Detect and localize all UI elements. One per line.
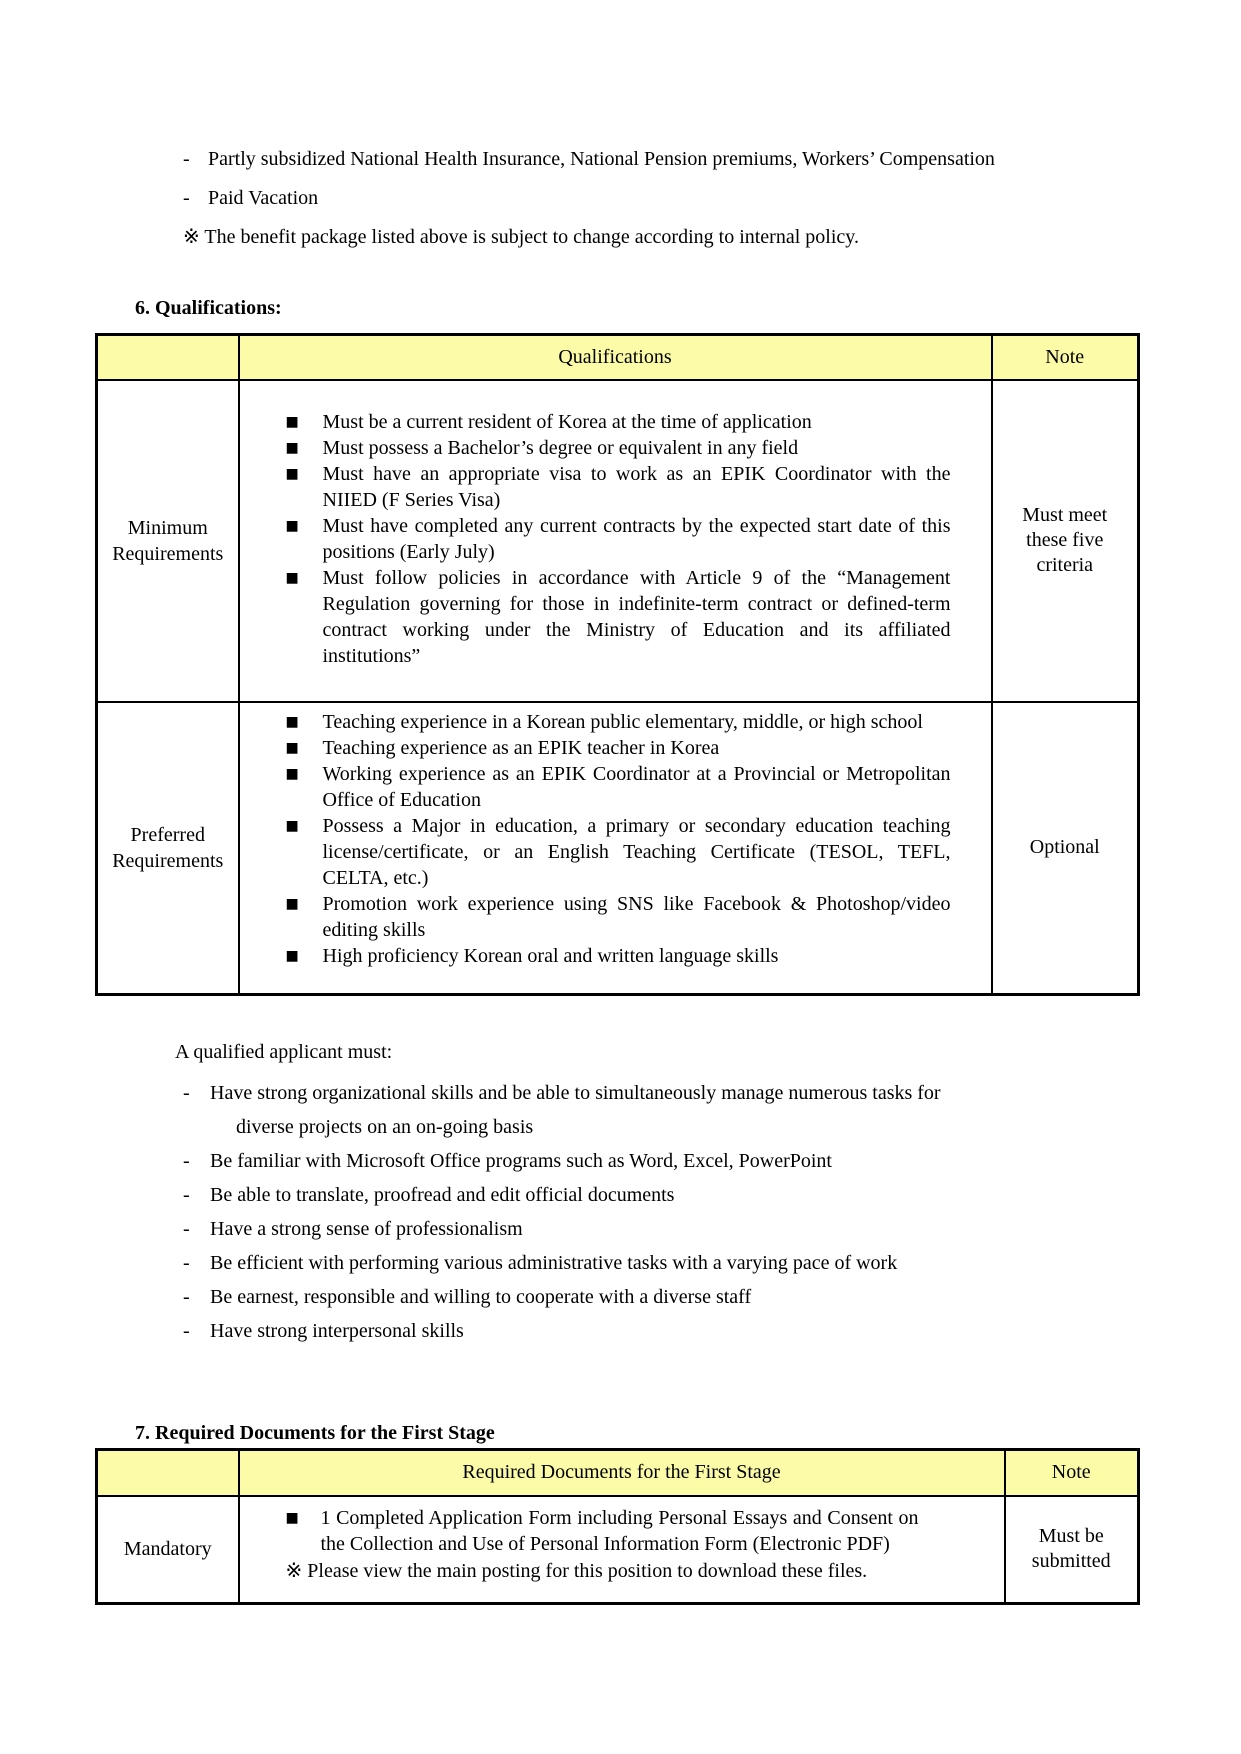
square-bullet-icon: ■ [285, 947, 299, 964]
row-content [239, 1496, 1005, 1604]
table-header-row [97, 335, 1139, 380]
list-item [183, 1212, 1005, 1246]
list-item [286, 461, 951, 513]
list-item [183, 1076, 1005, 1144]
row-label: Preferred Requirements [97, 702, 239, 995]
square-bullet-icon: ■ [285, 817, 299, 834]
list-item [183, 1314, 1005, 1348]
dash-bullet-icon: - [183, 148, 190, 170]
document-text: 1 Completed Application Form including Personal Essays and Consent on the Collection and Use of Personal Information Form (Electronic PDF) [320, 1506, 919, 1555]
row-label: Mandatory [97, 1496, 239, 1604]
skill-text: Have a strong sense of professionalism [210, 1218, 523, 1240]
list-item [286, 891, 951, 943]
square-bullet-icon: ■ [285, 465, 299, 482]
list-item [183, 1246, 1005, 1280]
square-bullet-icon: ■ [285, 439, 299, 456]
qualified-applicant-list [183, 1076, 1005, 1348]
dash-bullet-icon: - [183, 1082, 190, 1104]
table-row [97, 1496, 1139, 1604]
document-footnote: ※ Please view the main posting for this position to download these files. [285, 1559, 868, 1582]
skill-text: Have strong organizational skills and be able to simultaneously manage numerous tasks for diverse projects on an on-going basis [210, 1082, 941, 1138]
square-bullet-icon: ■ [285, 895, 299, 912]
skill-text: Be earnest, responsible and willing to cooperate with a diverse staff [210, 1286, 752, 1308]
table-row [97, 380, 1139, 702]
list-item [183, 187, 1063, 209]
requirement-text: Working experience as an EPIK Coordinator at a Provincial or Metropolitan Office of Education [322, 762, 951, 811]
dash-bullet-icon: - [183, 1286, 190, 1308]
square-bullet-icon: ■ [285, 517, 299, 534]
row-content [239, 702, 992, 995]
requirement-text: High proficiency Korean oral and written language skills [322, 944, 779, 967]
header-empty-cell [97, 335, 239, 380]
header-note-cell: Note [992, 335, 1139, 380]
list-item [286, 435, 951, 461]
list-item [183, 1178, 1005, 1212]
list-item [286, 735, 951, 761]
qualifications-table [95, 333, 1140, 996]
row-note: Must be submitted [1005, 1496, 1139, 1604]
requirement-text: Teaching experience in a Korean public elementary, middle, or high school [322, 710, 923, 733]
list-item [286, 709, 951, 735]
benefit-text: Paid Vacation [208, 187, 319, 209]
qualified-applicant-block [175, 1040, 1005, 1348]
list-item [286, 513, 951, 565]
header-qualifications-cell: Qualifications [239, 335, 992, 380]
requirement-text: Must have completed any current contracts by the expected start date of this positions (Early July) [322, 514, 951, 563]
dash-bullet-icon: - [183, 1320, 190, 1342]
list-item [286, 1505, 919, 1557]
header-note-cell: Note [1005, 1450, 1139, 1496]
list-item [183, 148, 1063, 170]
row-note: Must meet these five criteria [992, 380, 1139, 702]
square-bullet-icon: ■ [285, 1509, 299, 1526]
skill-text: Be familiar with Microsoft Office programs such as Word, Excel, PowerPoint [210, 1150, 832, 1172]
list-item [286, 761, 951, 813]
list-item [286, 409, 951, 435]
dash-bullet-icon: - [183, 1184, 190, 1206]
requirement-text: Possess a Major in education, a primary or secondary education teaching license/certificate, or an English Teaching Certificate (TESOL, TEFL, CELTA, etc.) [322, 814, 951, 889]
header-empty-cell [97, 1450, 239, 1496]
benefit-text: Partly subsidized National Health Insurance, National Pension premiums, Workers’ Compensation [208, 148, 995, 170]
requirement-text: Must follow policies in accordance with Article 9 of the “Management Regulation governing for those in indefinite-term contract or defined-term contract working under the Ministry of Education and its affiliated institutions” [322, 566, 951, 667]
requirement-text: Teaching experience as an EPIK teacher in Korea [322, 736, 720, 759]
square-bullet-icon: ■ [285, 569, 299, 586]
dash-bullet-icon: - [183, 1218, 190, 1240]
list-item [183, 1144, 1005, 1178]
section-6-heading: 6. Qualifications: [135, 297, 282, 319]
square-bullet-icon: ■ [285, 713, 299, 730]
dash-bullet-icon: - [183, 1252, 190, 1274]
skill-text: Be able to translate, proofread and edit official documents [210, 1184, 675, 1206]
list-item [183, 1280, 1005, 1314]
requirement-text: Must possess a Bachelor’s degree or equivalent in any field [322, 436, 799, 459]
dash-bullet-icon: - [183, 187, 190, 209]
dash-bullet-icon: - [183, 1150, 190, 1172]
benefits-note: ※ The benefit package listed above is subject to change according to internal policy. [183, 226, 859, 248]
benefits-list [183, 148, 1063, 248]
requirement-text: Promotion work experience using SNS like Facebook & Photoshop/video editing skills [322, 892, 951, 941]
skill-text: Be efficient with performing various administrative tasks with a varying pace of work [210, 1252, 898, 1274]
row-label: Minimum Requirements [97, 380, 239, 702]
list-item [286, 943, 951, 969]
header-documents-cell: Required Documents for the First Stage [239, 1450, 1005, 1496]
requirement-text: Must have an appropriate visa to work as an EPIK Coordinator with the NIIED (F Series Visa) [322, 462, 951, 511]
section-7-heading: 7. Required Documents for the First Stage [135, 1422, 495, 1444]
list-item [286, 813, 951, 891]
list-item [286, 565, 951, 669]
square-bullet-icon: ■ [285, 739, 299, 756]
table-header-row [97, 1450, 1139, 1496]
square-bullet-icon: ■ [285, 765, 299, 782]
requirement-text: Must be a current resident of Korea at the time of application [322, 410, 812, 433]
row-content [239, 380, 992, 702]
skill-text: Have strong interpersonal skills [210, 1320, 464, 1342]
square-bullet-icon: ■ [285, 413, 299, 430]
required-documents-table [95, 1448, 1140, 1605]
table-row [97, 702, 1139, 995]
row-note: Optional [992, 702, 1139, 995]
qualified-applicant-heading: A qualified applicant must: [175, 1041, 393, 1063]
